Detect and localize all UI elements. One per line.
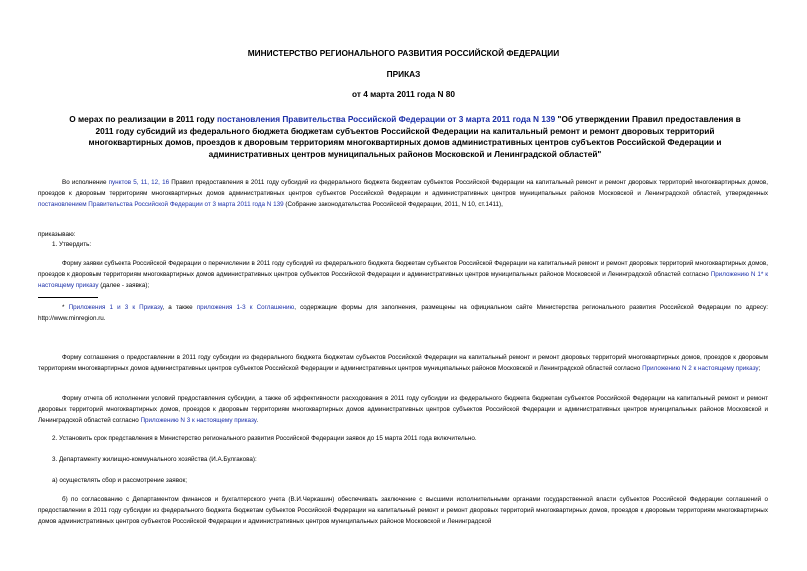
title-prefix: О мерах по реализации в 2011 году: [69, 114, 217, 124]
form-report-text-1: Форму отчета об исполнении условий предоставления субсидии, а также об эффективности расходования в 2011 году субсидии из федерального бюджета бюджетам субъектов Российской Федерации на капитальный ремонт и ремонт дворовых территорий многоквартирных домов, проездов к дворовым территориям многоквартирных домов административных центров субъектов Российской Федерации и административных центров муниципальных районов Московской и Ленинградской областей согласно: [38, 395, 768, 425]
agreement-appendices-link[interactable]: приложения 1-3 к Соглашению: [196, 304, 295, 311]
intro-text-3: (Собрание законодательства Российской Федерации, 2011, N 10, ст.1411),: [283, 201, 503, 209]
document-title: [60, 114, 750, 160]
intro-text-2: Правил предоставления в 2011 году субсидий из федерального бюджета бюджетам субъектов Российской Федерации на капитальный ремонт и ремонт дворовых территорий многоквартирных домов, проездов к дворовым территориям многоквартирных домов административных центров субъектов Российской Федерации и административных центров муниципальных районов Московской и Ленинградской областей, утвержденных: [38, 179, 768, 198]
footnote-paragraph: [38, 302, 768, 324]
form-request-text-2: (далее - заявка);: [98, 282, 150, 290]
ministry-heading: МИНИСТЕРСТВО РЕГИОНАЛЬНОГО РАЗВИТИЯ РОССИЙСКОЙ ФЕДЕРАЦИИ: [247, 48, 560, 58]
form-agreement-text-1: Форму соглашения о предоставлении в 2011 году субсидии из федерального бюджета бюджетам субъектов Российской Федерации на капитальный ремонт и ремонт дворовых территорий многоквартирных домов, проездов к дворовым территориям многоквартирных домов административных центров субъектов Российской Федерации и административных центров муниципальных районов Московской и Ленинградской областей согласно: [38, 354, 768, 373]
appendix-2-link[interactable]: Приложению N 2 к настоящему приказу: [642, 365, 759, 373]
footnote-text-2: , а также: [162, 304, 197, 311]
document-date: от 4 марта 2011 года N 80: [351, 89, 456, 99]
order-appendices-link[interactable]: Приложения 1 и 3 к Приказу: [68, 304, 163, 311]
item-3-department: 3. Департаменту жилищно-коммунального хозяйства (И.А.Булгакова):: [52, 456, 257, 463]
item-3b-paragraph: б) по согласованию с Департаментом финансов и бухгалтерского учета (В.И.Черкашин) обеспечивать заключение с высшими исполнительными органами государственной власти субъектов Российской Федерации соглашений о предоставлении в 2011 году субсидии из федерального бюджета бюджетам субъектов Российской Федерации на капитальный ремонт и ремонт дворовых территорий многоквартирных домов, проездов к дворовым территориям многоквартирных домов административных центров субъектов Российской Федерации и административных центров муниципальных районов Московской и Ленинградской: [38, 496, 768, 526]
form-agreement-paragraph: [38, 352, 768, 374]
order-phrase: приказываю:: [38, 231, 76, 238]
government-decree-link[interactable]: постановлением Правительства Российской Федерации от 3 марта 2011 года N 139: [38, 201, 284, 209]
form-report-paragraph: [38, 393, 768, 427]
form-report-text-2: .: [256, 417, 259, 425]
rules-points-link[interactable]: пунктов 5, 11, 12, 16: [108, 179, 170, 186]
item-1-approve: 1. Утвердить:: [52, 241, 92, 248]
intro-text-1: Во исполнение: [62, 179, 109, 186]
form-request-paragraph: [38, 258, 768, 292]
form-request-text-1: Форму заявки субъекта Российской Федерации о перечислении в 2011 году субсидий из федерального бюджета бюджетам субъектов Российской Федерации на капитальный ремонт и ремонт дворовых территорий многоквартирных домов, проездов к дворовым территориям многоквартирных домов административных центров субъектов Российской Федерации и административных центров муниципальных районов Московской и Ленинградской областей согласно: [38, 260, 768, 279]
appendix-1-link[interactable]: Приложению N 1* к настоящему приказу: [38, 271, 768, 290]
title-decree-link[interactable]: постановления Правительства Российской Федерации от 3 марта 2011 года N 139: [216, 114, 556, 124]
item-2-deadline: 2. Установить срок представления в Министерство регионального развития Российской Федерации заявок до 15 марта 2011 года включительно.: [52, 435, 477, 442]
item-3a-collect: а) осуществлять сбор и рассмотрение заявок;: [52, 477, 187, 484]
title-suffix: "Об утверждении Правил предоставления в 2011 году субсидий из федерального бюджета бюджетам субъектов Российской Федерации на капитальный ремонт и ремонт дворовых территорий многоквартирных домов, проездов к дворовым территориям многоквартирных домов административных центров субъектов Российской Федерации и административных центров муниципальных районов Московской и Ленинградской областей": [88, 114, 741, 159]
footnote-text-3: , содержащие формы для заполнения, размещены на официальном сайте Министерства регионального развития Российской Федерации по адресу: http://www.minregion.ru.: [38, 304, 768, 323]
footnote-divider: [38, 297, 98, 298]
appendix-3-link[interactable]: Приложению N 3 к настоящему приказу: [140, 417, 257, 425]
document-type-heading: ПРИКАЗ: [386, 69, 421, 79]
intro-paragraph: [38, 177, 768, 211]
form-agreement-text-2: ;: [758, 365, 761, 373]
footnote-text-1: *: [62, 304, 69, 311]
